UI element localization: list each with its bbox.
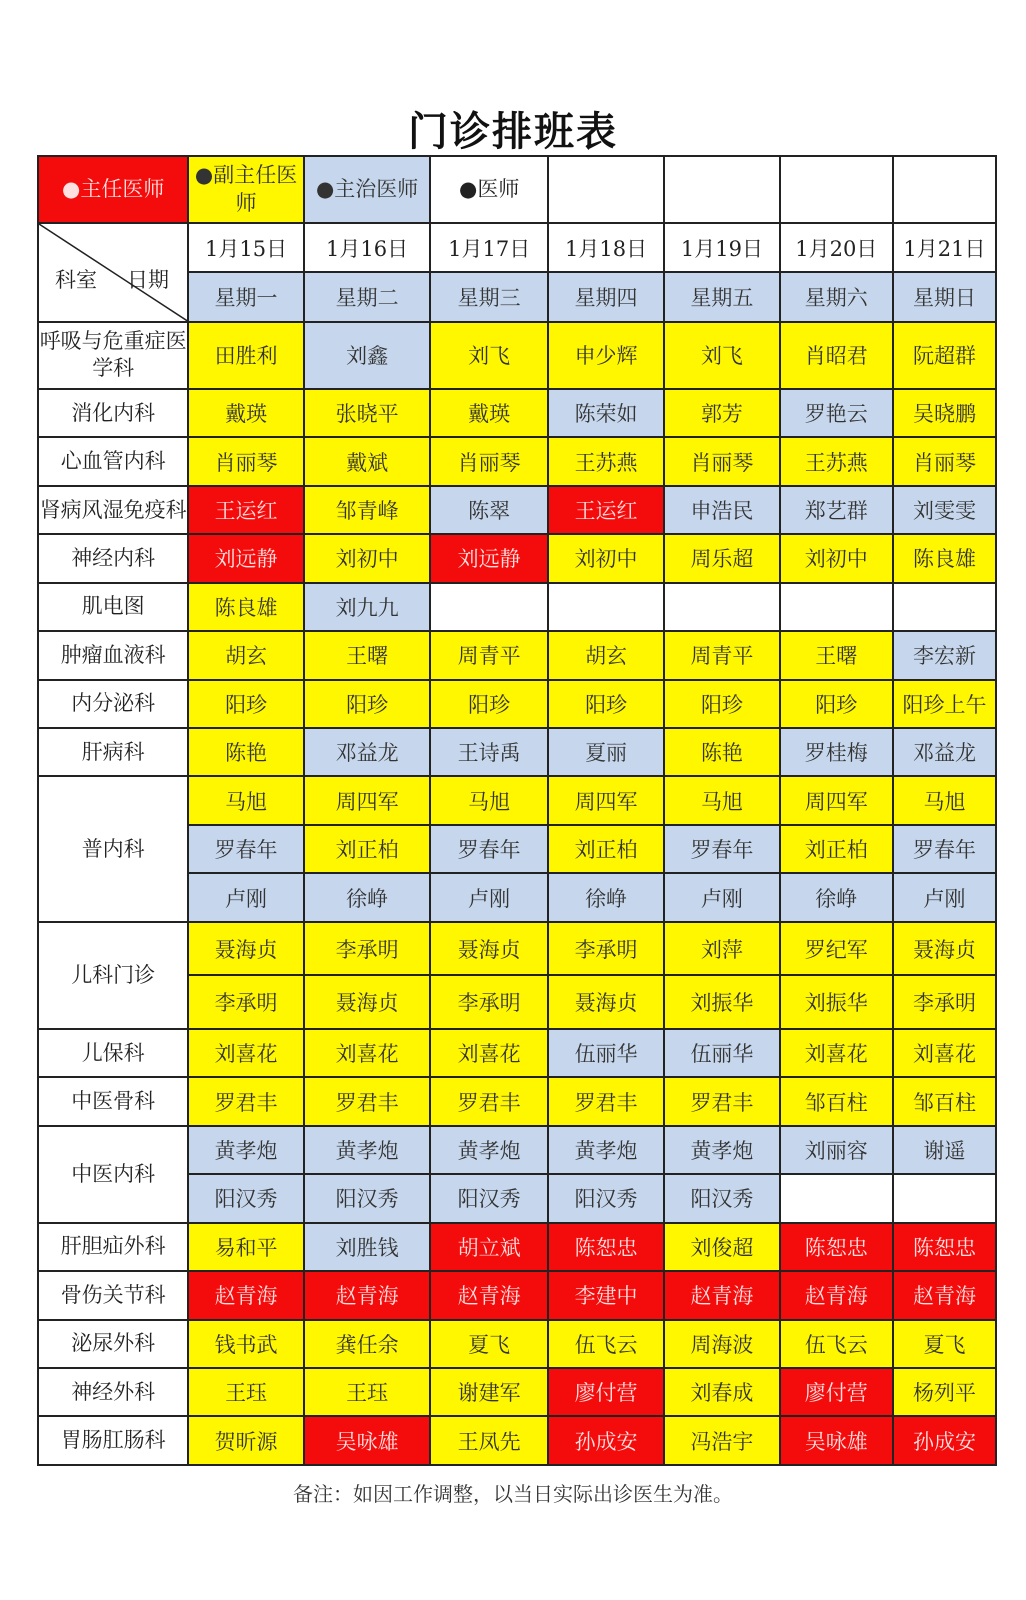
schedule-row: [38, 389, 996, 437]
doctor-cell: 阳汉秀: [430, 1174, 547, 1222]
weekday-header: 星期五: [664, 272, 779, 321]
doctor-cell: 刘远静: [188, 534, 303, 582]
schedule-row: [38, 583, 996, 631]
schedule-row: [38, 1126, 996, 1174]
doctor-cell: 马旭: [430, 776, 547, 824]
doctor-cell: 陈恕忠: [548, 1223, 664, 1271]
doctor-cell: 吴咏雄: [780, 1416, 893, 1465]
department-name: 儿科门诊: [38, 922, 188, 1029]
doctor-cell: 吴晓鹏: [893, 389, 996, 437]
doctor-cell: 郑艺群: [780, 486, 893, 534]
schedule-row: [38, 922, 996, 976]
doctor-cell: 阳珍: [304, 680, 431, 728]
doctor-cell: 阳珍上午: [893, 680, 996, 728]
doctor-cell: 周四军: [780, 776, 893, 824]
doctor-cell: 刘喜花: [304, 1029, 431, 1077]
doctor-cell: 刘喜花: [780, 1029, 893, 1077]
doctor-cell: 刘正柏: [304, 825, 431, 873]
doctor-cell: 邓益龙: [304, 728, 431, 776]
doctor-cell: 周乐超: [664, 534, 779, 582]
doctor-cell: 陈翠: [430, 486, 547, 534]
doctor-cell: 吴咏雄: [304, 1416, 431, 1465]
doctor-cell: 马旭: [188, 776, 303, 824]
doctor-cell: 黄孝炮: [304, 1126, 431, 1174]
doctor-cell: 申浩民: [664, 486, 779, 534]
department-name: 胃肠肛肠科: [38, 1416, 188, 1465]
doctor-cell: 刘喜花: [893, 1029, 996, 1077]
doctor-cell: 马旭: [893, 776, 996, 824]
legend-yellow: ●副主任医师: [188, 156, 303, 223]
doctor-cell: 罗君丰: [430, 1077, 547, 1125]
doctor-cell: 罗春年: [430, 825, 547, 873]
doctor-cell: 刘振华: [780, 975, 893, 1029]
doctor-cell: 阳汉秀: [664, 1174, 779, 1222]
doctor-cell: 戴瑛: [430, 389, 547, 437]
legend-blue: ●主治医师: [304, 156, 431, 223]
doctor-cell: 陈恕忠: [893, 1223, 996, 1271]
doctor-cell: 罗君丰: [304, 1077, 431, 1125]
department-name: 肾病风湿免疫科: [38, 486, 188, 534]
doctor-cell: 李建中: [548, 1271, 664, 1319]
header-corner: [38, 223, 188, 322]
doctor-cell: 谢建军: [430, 1368, 547, 1416]
doctor-cell: 陈荣如: [548, 389, 664, 437]
department-name: 肌电图: [38, 583, 188, 631]
doctor-cell: 王珏: [304, 1368, 431, 1416]
schedule-row: [38, 486, 996, 534]
doctor-cell: 黄孝炮: [548, 1126, 664, 1174]
doctor-cell: 杨列平: [893, 1368, 996, 1416]
weekday-header: 星期日: [893, 272, 996, 321]
weekday-header: 星期一: [188, 272, 303, 321]
doctor-cell: 刘喜花: [188, 1029, 303, 1077]
doctor-cell: 王运红: [188, 486, 303, 534]
schedule-row: [38, 1223, 996, 1271]
doctor-cell: 卢刚: [188, 873, 303, 921]
doctor-cell: 赵青海: [304, 1271, 431, 1319]
doctor-cell: 卢刚: [893, 873, 996, 921]
doctor-cell: 刘正柏: [548, 825, 664, 873]
department-name: 中医骨科: [38, 1077, 188, 1125]
schedule-row: [38, 1320, 996, 1368]
doctor-cell: 罗艳云: [780, 389, 893, 437]
doctor-cell: 周青平: [664, 631, 779, 679]
doctor-cell: 刘初中: [304, 534, 431, 582]
schedule-row: [38, 1368, 996, 1416]
doctor-cell: 肖丽琴: [893, 437, 996, 485]
doctor-cell: 戴瑛: [188, 389, 303, 437]
department-name: 中医内科: [38, 1126, 188, 1223]
date-header: 1月16日: [304, 223, 431, 272]
doctor-cell: 刘喜花: [430, 1029, 547, 1077]
doctor-cell: 马旭: [664, 776, 779, 824]
date-header-label: 日期: [127, 267, 169, 292]
doctor-cell: 罗君丰: [188, 1077, 303, 1125]
department-name: 消化内科: [38, 389, 188, 437]
doctor-cell: 刘九九: [304, 583, 431, 631]
doctor-cell: 阮超群: [893, 322, 996, 389]
doctor-cell: 邓益龙: [893, 728, 996, 776]
doctor-cell: 伍丽华: [548, 1029, 664, 1077]
doctor-cell: 罗纪军: [780, 922, 893, 976]
doctor-cell: 李承明: [430, 975, 547, 1029]
schedule-table: [37, 155, 997, 1466]
doctor-cell: 陈良雄: [893, 534, 996, 582]
doctor-cell: 田胜利: [188, 322, 303, 389]
legend-empty-cell: [548, 156, 664, 223]
doctor-cell: 龚任余: [304, 1320, 431, 1368]
doctor-cell: 冯浩宇: [664, 1416, 779, 1465]
schedule-row: [38, 322, 996, 389]
doctor-cell: 刘春成: [664, 1368, 779, 1416]
doctor-cell: 赵青海: [664, 1271, 779, 1319]
date-header: 1月17日: [430, 223, 547, 272]
schedule-row: [38, 437, 996, 485]
doctor-cell: 聂海贞: [548, 975, 664, 1029]
doctor-cell: 陈艳: [664, 728, 779, 776]
schedule-row: [38, 1029, 996, 1077]
doctor-cell: 夏飞: [430, 1320, 547, 1368]
department-name: 骨伤关节科: [38, 1271, 188, 1319]
doctor-cell: 徐峥: [304, 873, 431, 921]
doctor-cell: 刘萍: [664, 922, 779, 976]
doctor-cell: 邹青峰: [304, 486, 431, 534]
doctor-cell: 刘胜钱: [304, 1223, 431, 1271]
doctor-cell: 阳珍: [188, 680, 303, 728]
doctor-cell: 陈良雄: [188, 583, 303, 631]
department-name: 神经内科: [38, 534, 188, 582]
doctor-cell: 胡立斌: [430, 1223, 547, 1271]
doctor-cell: 肖丽琴: [188, 437, 303, 485]
schedule-row: [38, 631, 996, 679]
date-header: 1月20日: [780, 223, 893, 272]
date-header: 1月18日: [548, 223, 664, 272]
doctor-cell: 赵青海: [780, 1271, 893, 1319]
doctor-cell: 黄孝炮: [664, 1126, 779, 1174]
doctor-cell: 孙成安: [893, 1416, 996, 1465]
doctor-cell: 邹百柱: [780, 1077, 893, 1125]
doctor-cell: 聂海贞: [304, 975, 431, 1029]
doctor-cell: 罗君丰: [548, 1077, 664, 1125]
doctor-cell: 刘俊超: [664, 1223, 779, 1271]
dept-header-label: 科室: [55, 267, 97, 292]
doctor-cell: 刘振华: [664, 975, 779, 1029]
department-name: 心血管内科: [38, 437, 188, 485]
doctor-cell: 陈恕忠: [780, 1223, 893, 1271]
doctor-cell: 易和平: [188, 1223, 303, 1271]
doctor-cell: 夏丽: [548, 728, 664, 776]
department-name: 肝病科: [38, 728, 188, 776]
doctor-cell: 阳珍: [664, 680, 779, 728]
doctor-cell: 王珏: [188, 1368, 303, 1416]
doctor-cell: [548, 583, 664, 631]
doctor-cell: 李承明: [548, 922, 664, 976]
doctor-cell: 罗春年: [893, 825, 996, 873]
doctor-cell: 罗春年: [664, 825, 779, 873]
doctor-cell: 孙成安: [548, 1416, 664, 1465]
doctor-cell: 罗桂梅: [780, 728, 893, 776]
weekday-header: 星期六: [780, 272, 893, 321]
page-title: 门诊排班表: [408, 109, 618, 155]
doctor-cell: 李承明: [304, 922, 431, 976]
doctor-cell: 聂海贞: [430, 922, 547, 976]
legend-empty-cell: [893, 156, 996, 223]
doctor-cell: 邹百柱: [893, 1077, 996, 1125]
doctor-cell: 周海波: [664, 1320, 779, 1368]
doctor-cell: 刘飞: [664, 322, 779, 389]
doctor-cell: [664, 583, 779, 631]
schedule-row: [38, 680, 996, 728]
doctor-cell: 王曙: [304, 631, 431, 679]
doctor-cell: 聂海贞: [188, 922, 303, 976]
doctor-cell: 黄孝炮: [430, 1126, 547, 1174]
doctor-cell: 卢刚: [430, 873, 547, 921]
doctor-cell: 赵青海: [188, 1271, 303, 1319]
date-header: 1月19日: [664, 223, 779, 272]
schedule-row: [38, 1271, 996, 1319]
weekday-header: 星期二: [304, 272, 431, 321]
doctor-cell: 伍飞云: [780, 1320, 893, 1368]
doctor-cell: 戴斌: [304, 437, 431, 485]
doctor-cell: 王曙: [780, 631, 893, 679]
weekday-header: 星期四: [548, 272, 664, 321]
footnote: 备注：如因工作调整，以当日实际出诊医生为准。: [293, 1482, 733, 1506]
doctor-cell: 肖昭君: [780, 322, 893, 389]
doctor-cell: 廖付营: [548, 1368, 664, 1416]
doctor-cell: 申少辉: [548, 322, 664, 389]
doctor-cell: 伍飞云: [548, 1320, 664, 1368]
doctor-cell: 罗君丰: [664, 1077, 779, 1125]
doctor-cell: 廖付营: [780, 1368, 893, 1416]
schedule-row: [38, 728, 996, 776]
doctor-cell: 聂海贞: [893, 922, 996, 976]
doctor-cell: 夏飞: [893, 1320, 996, 1368]
department-name: 儿保科: [38, 1029, 188, 1077]
doctor-cell: 阳珍: [548, 680, 664, 728]
doctor-cell: [893, 583, 996, 631]
doctor-cell: 刘初中: [548, 534, 664, 582]
doctor-cell: 刘初中: [780, 534, 893, 582]
department-name: 普内科: [38, 776, 188, 921]
doctor-cell: 王运红: [548, 486, 664, 534]
doctor-cell: 阳汉秀: [188, 1174, 303, 1222]
doctor-cell: [780, 1174, 893, 1222]
schedule-row: [38, 534, 996, 582]
schedule-row: [38, 1077, 996, 1125]
doctor-cell: 徐峥: [780, 873, 893, 921]
doctor-cell: 赵青海: [893, 1271, 996, 1319]
legend-row: [38, 156, 996, 223]
doctor-cell: 徐峥: [548, 873, 664, 921]
doctor-cell: 王苏燕: [548, 437, 664, 485]
department-name: 呼吸与危重症医学科: [38, 322, 188, 389]
department-name: 肝胆疝外科: [38, 1223, 188, 1271]
doctor-cell: 卢刚: [664, 873, 779, 921]
doctor-cell: 王凤先: [430, 1416, 547, 1465]
schedule-row: [38, 1416, 996, 1465]
doctor-cell: 李承明: [188, 975, 303, 1029]
doctor-cell: 刘雯雯: [893, 486, 996, 534]
department-name: 神经外科: [38, 1368, 188, 1416]
doctor-cell: [430, 583, 547, 631]
doctor-cell: 阳珍: [430, 680, 547, 728]
doctor-cell: 伍丽华: [664, 1029, 779, 1077]
doctor-cell: 罗春年: [188, 825, 303, 873]
date-header-row: [38, 223, 996, 272]
doctor-cell: 胡玄: [188, 631, 303, 679]
doctor-cell: 阳珍: [780, 680, 893, 728]
date-header: 1月21日: [893, 223, 996, 272]
department-name: 内分泌科: [38, 680, 188, 728]
doctor-cell: 周四军: [548, 776, 664, 824]
doctor-cell: 贺昕源: [188, 1416, 303, 1465]
doctor-cell: 郭芳: [664, 389, 779, 437]
doctor-cell: 王苏燕: [780, 437, 893, 485]
doctor-cell: 阳汉秀: [548, 1174, 664, 1222]
doctor-cell: 周四军: [304, 776, 431, 824]
doctor-cell: 肖丽琴: [664, 437, 779, 485]
legend-white: ●医师: [430, 156, 547, 223]
doctor-cell: 刘正柏: [780, 825, 893, 873]
doctor-cell: 阳汉秀: [304, 1174, 431, 1222]
date-header: 1月15日: [188, 223, 303, 272]
department-name: 肿瘤血液科: [38, 631, 188, 679]
doctor-cell: 张晓平: [304, 389, 431, 437]
doctor-cell: 周青平: [430, 631, 547, 679]
doctor-cell: 刘鑫: [304, 322, 431, 389]
doctor-cell: 黄孝炮: [188, 1126, 303, 1174]
legend-red: ●主任医师: [38, 156, 188, 223]
doctor-cell: 肖丽琴: [430, 437, 547, 485]
doctor-cell: 刘远静: [430, 534, 547, 582]
doctor-cell: 胡玄: [548, 631, 664, 679]
weekday-header: 星期三: [430, 272, 547, 321]
schedule-row: [38, 776, 996, 824]
legend-empty-cell: [780, 156, 893, 223]
doctor-cell: 李承明: [893, 975, 996, 1029]
legend-empty-cell: [664, 156, 779, 223]
doctor-cell: 李宏新: [893, 631, 996, 679]
doctor-cell: 陈艳: [188, 728, 303, 776]
doctor-cell: 刘丽容: [780, 1126, 893, 1174]
doctor-cell: 王诗禹: [430, 728, 547, 776]
doctor-cell: 钱书武: [188, 1320, 303, 1368]
doctor-cell: [893, 1174, 996, 1222]
department-name: 泌尿外科: [38, 1320, 188, 1368]
doctor-cell: [780, 583, 893, 631]
doctor-cell: 谢遥: [893, 1126, 996, 1174]
doctor-cell: 刘飞: [430, 322, 547, 389]
doctor-cell: 赵青海: [430, 1271, 547, 1319]
